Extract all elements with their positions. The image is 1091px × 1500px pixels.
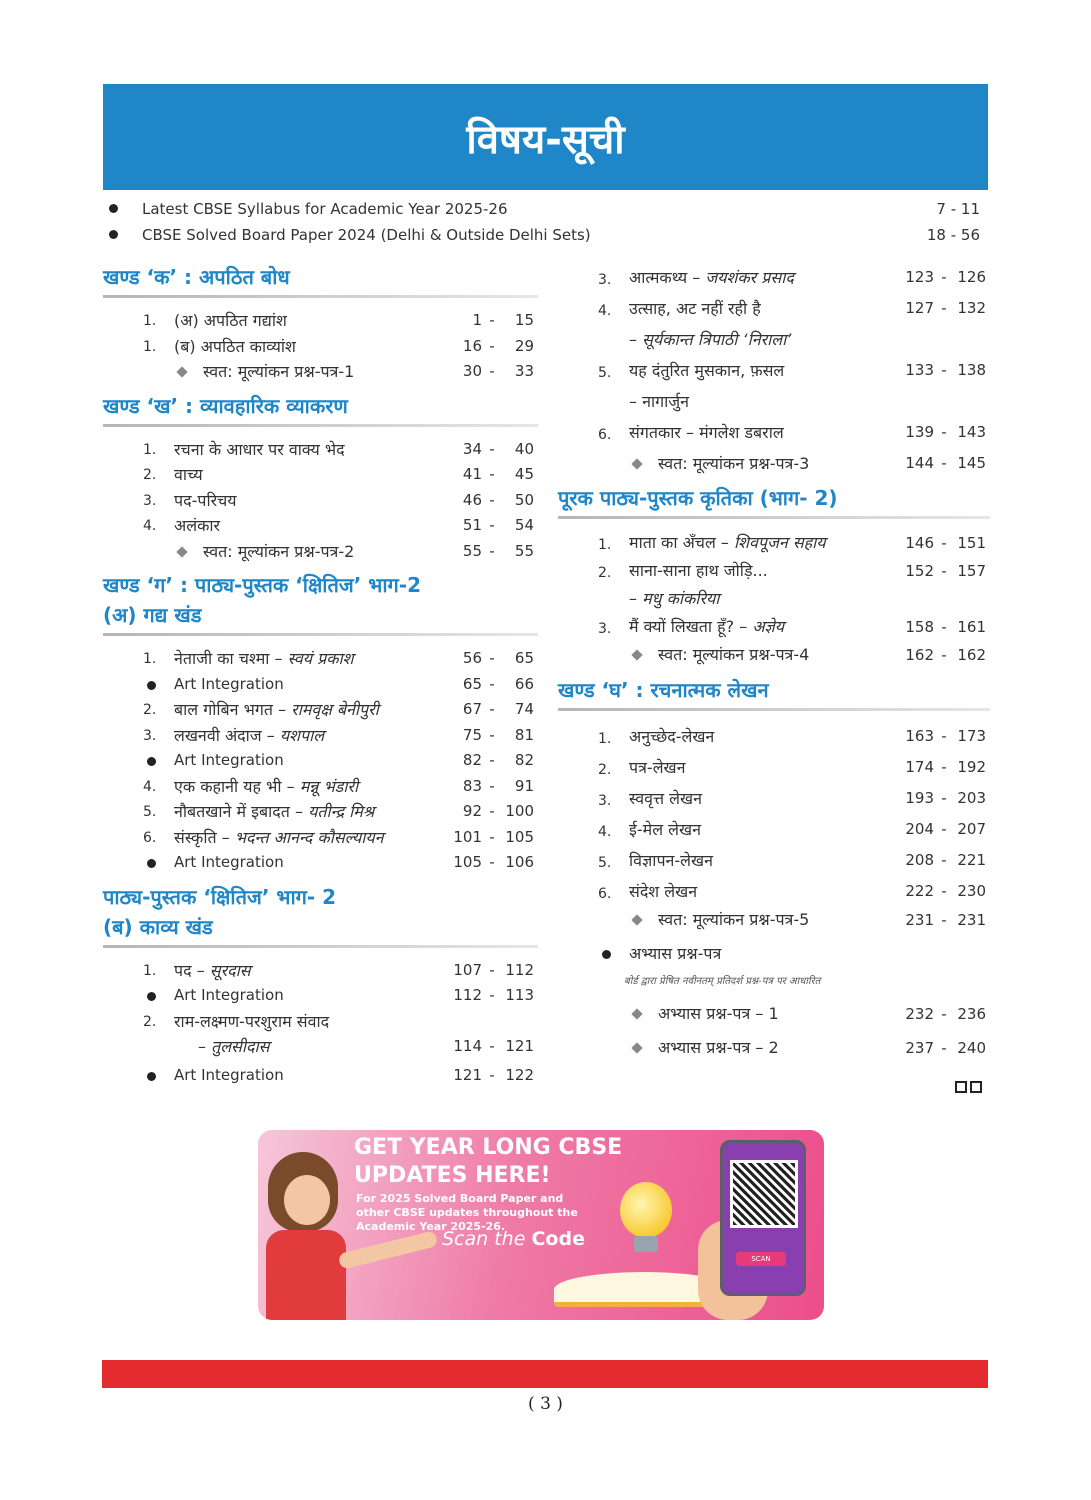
toc-entry: 3. स्ववृत्त लेखन 193 - 203 xyxy=(598,789,986,809)
toc-entry: 4. ई-मेल लेखन 204 - 207 xyxy=(598,820,986,840)
banner-headline: GET YEAR LONG CBSE UPDATES HERE! xyxy=(354,1135,623,1188)
diamond-icon xyxy=(631,1042,642,1053)
diamond-icon xyxy=(631,649,642,660)
toc-entry: Art Integration 121 - 122 xyxy=(103,1063,538,1089)
toc-entry: 1. माता का अँचल – शिवपूजन सहाय 146 - 151 xyxy=(598,533,986,553)
diamond-icon xyxy=(631,458,642,469)
list-item: Latest CBSE Syllabus for Academic Year 2025-26 7 - 11 xyxy=(103,197,988,223)
bullet-icon xyxy=(147,1072,156,1081)
toc-entry: Art Integration 65 - 66 xyxy=(103,672,538,698)
list-item: CBSE Solved Board Paper 2024 (Delhi & Outside Delhi Sets) 18 - 56 xyxy=(103,223,988,249)
toc-entry: 6. संस्कृति – भदन्त आनन्द कौसल्यायन 101 - 105 xyxy=(143,827,534,847)
bullet-icon xyxy=(147,859,156,868)
toc-entry: 1. अनुच्छेद-लेखन 163 - 173 xyxy=(598,727,986,747)
divider xyxy=(558,708,990,711)
diamond-icon xyxy=(631,1008,642,1019)
footer-bar xyxy=(102,1360,988,1388)
toc-entry: – तुलसीदास 114 - 121 xyxy=(198,1037,534,1056)
toc-entry: Art Integration 112 - 113 xyxy=(103,983,538,1009)
divider xyxy=(558,516,990,519)
banner-subtext: For 2025 Solved Board Paper and other CBSE updates throughout the Academic Year 2025-26. xyxy=(356,1192,578,1233)
toc-entry: अभ्यास प्रश्न-पत्र – 2 237 - 240 xyxy=(558,1031,990,1065)
toc-entry: 3. मैं क्यों लिखता हूँ? – अज्ञेय 158 - 161 xyxy=(598,617,986,637)
toc-entry: स्वत: मूल्यांकन प्रश्न-पत्र-5 231 - 231 xyxy=(558,907,990,933)
toc-right-column xyxy=(558,262,990,1065)
scan-cta: Scan the Code xyxy=(442,1228,585,1250)
toc-entry: 2. पत्र-लेखन 174 - 192 xyxy=(598,758,986,778)
toc-entry: Art Integration 82 - 82 xyxy=(103,748,538,774)
toc-entry: Art Integration 105 - 106 xyxy=(103,850,538,876)
toc-entry: स्वत: मूल्यांकन प्रश्न-पत्र-1 30 - 33 xyxy=(103,359,538,385)
divider xyxy=(103,424,538,427)
toc-entry: 4. अलंकार 51 - 54 xyxy=(143,516,534,535)
section-heading: खण्ड ‘ख’ : व्यावहारिक व्याकरण xyxy=(103,393,348,418)
lightbulb-icon xyxy=(620,1182,672,1238)
toc-entry: 6. संदेश लेखन 222 - 230 xyxy=(598,882,986,902)
end-marks xyxy=(955,1081,982,1093)
promo-banner[interactable] xyxy=(258,1130,824,1320)
toc-entry: 5. नौबतखाने में इबादत – यतीन्द्र मिश्र 92 - 100 xyxy=(143,802,534,821)
toc-entry: 1. नेताजी का चश्मा – स्वयं प्रकाश 56 - 65 xyxy=(143,649,534,668)
toc-entry: स्वत: मूल्यांकन प्रश्न-पत्र-4 162 - 162 xyxy=(558,641,990,669)
scan-button[interactable]: SCAN xyxy=(736,1252,786,1266)
bullet-icon xyxy=(147,681,156,690)
toc-entry: स्वत: मूल्यांकन प्रश्न-पत्र-3 144 - 145 xyxy=(558,448,990,479)
section-heading: पाठ्य-पुस्तक ‘क्षितिज’ भाग- 2 (ब) काव्य खंड xyxy=(103,884,337,939)
toc-entry: – मधु कांकरिया xyxy=(629,589,720,608)
toc-entry: 3. पद-परिचय 46 - 50 xyxy=(143,490,534,510)
toc-entry: – नागार्जुन xyxy=(629,392,690,411)
page-number: ( 3 ) xyxy=(528,1394,563,1414)
toc-entry: – सूर्यकान्त त्रिपाठी ‘निराला’ xyxy=(629,330,792,349)
page-title: विषय-सूची xyxy=(466,116,625,163)
section-heading: खण्ड ‘क’ : अपठित बोध xyxy=(103,265,290,289)
toc-entry: अभ्यास प्रश्न-पत्र – 1 232 - 236 xyxy=(558,997,990,1031)
toc-entry: 2. वाच्य 41 - 45 xyxy=(143,465,534,484)
bullet-icon xyxy=(109,230,118,239)
top-list xyxy=(103,197,988,249)
section-heading: खण्ड ‘ग’ : पाठ्य-पुस्तक ‘क्षितिज’ भाग-2 (अ) गद्य खंड xyxy=(103,573,422,627)
bullet-icon xyxy=(602,950,611,959)
bullet-icon xyxy=(147,992,156,1001)
toc-entry: 1. (अ) अपठित गद्यांश 1 - 15 xyxy=(143,311,534,330)
section-heading: पूरक पाठ्य-पुस्तक कृतिका (भाग- 2) xyxy=(558,486,838,510)
toc-left-column xyxy=(103,262,538,1088)
qr-code[interactable] xyxy=(730,1160,798,1228)
bullet-icon xyxy=(147,757,156,766)
toc-entry: स्वत: मूल्यांकन प्रश्न-पत्र-2 55 - 55 xyxy=(103,539,538,565)
toc-entry: 4. उत्साह, अट नहीं रही है 127 - 132 xyxy=(598,299,986,319)
diamond-icon xyxy=(176,546,187,557)
toc-entry: 2. राम-लक्ष्मण-परशुराम संवाद xyxy=(143,1011,330,1031)
toc-entry: 3. लखनवी अंदाज – यशपाल 75 - 81 xyxy=(143,725,534,745)
toc-entry: 2. बाल गोबिन भगत – रामवृक्ष बेनीपुरी 67 - 74 xyxy=(143,700,534,719)
toc-entry: अभ्यास प्रश्न-पत्र xyxy=(558,941,990,967)
toc-entry: 6. संगतकार – मंगलेश डबराल 139 - 143 xyxy=(598,423,986,443)
toc-entry: 1. पद – सूरदास 107 - 112 xyxy=(143,960,534,980)
bullet-icon xyxy=(109,204,118,213)
toc-entry: 4. एक कहानी यह भी – मन्नू भंडारी 83 - 91 xyxy=(143,776,534,796)
diamond-icon xyxy=(631,914,642,925)
practice-note: बोर्ड द्वारा प्रेषित नवीनतम् प्रतिदर्श प्रश्न-पत्र पर आधारित xyxy=(624,975,821,987)
divider xyxy=(103,633,538,636)
diamond-icon xyxy=(176,366,187,377)
toc-entry: 1. (ब) अपठित काव्यांश 16 - 29 xyxy=(143,336,534,356)
toc-entry: 1. रचना के आधार पर वाक्य भेद 34 - 40 xyxy=(143,439,534,459)
divider xyxy=(103,295,538,298)
divider xyxy=(103,945,538,948)
toc-entry: 2. साना-साना हाथ जोड़ि... 152 - 157 xyxy=(598,561,986,581)
toc-entry: 5. यह दंतुरित मुसकान, फ़सल 133 - 138 xyxy=(598,361,986,381)
toc-entry: 5. विज्ञापन-लेखन 208 - 221 xyxy=(598,851,986,871)
title-banner xyxy=(103,84,988,190)
section-heading: खण्ड ‘घ’ : रचनात्मक लेखन xyxy=(558,678,769,702)
toc-entry: 3. आत्मकथ्य – जयशंकर प्रसाद 123 - 126 xyxy=(598,268,986,288)
